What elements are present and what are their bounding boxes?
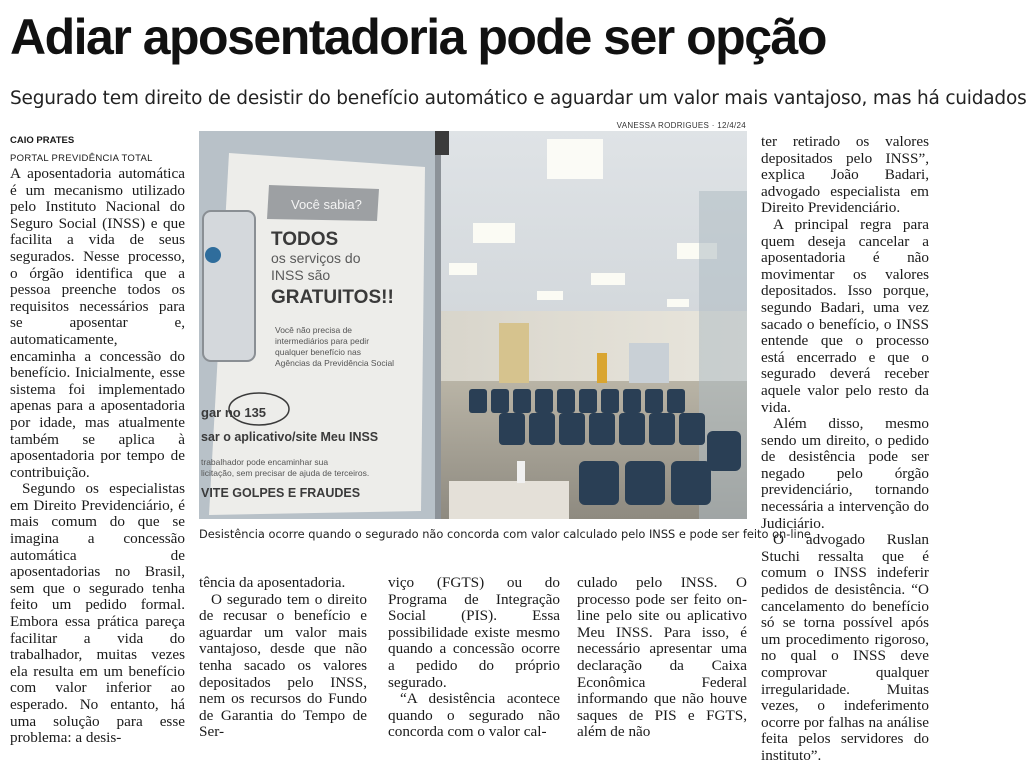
poster-call: gar no 135	[201, 405, 267, 420]
article-column-2	[199, 574, 367, 741]
paragraph: culado pelo INSS. O processo pode ser feito on-line pelo site ou aplicativo Meu INSS. Para isso, é necessário apresentar uma declaração da Caixa Econômica Federal informando que não houve saques de PIS e FGTS, além de não	[577, 574, 747, 741]
paragraph: Segundo os especialistas em Direito Previdenciário, é mais comum do que se imagina a concessão automática de aposentadorias no Brasil, sem que o segurado tenha feito um pedido formal. Embora essa prática pareça facilitar a vida do trabalhador, muitas vezes ela resulta em um benefício com valor inferior ao esperado. No entanto, há uma solução para esse problema: a desis-	[10, 480, 185, 747]
poster-body-2: intermediários para pedir	[275, 336, 370, 346]
poster-footer: VITE GOLPES E FRAUDES	[201, 486, 361, 500]
poster-small-2: licitação, sem precisar de ajuda de terceiros.	[201, 468, 370, 478]
article-column-4	[577, 574, 747, 741]
photo-illustration	[199, 131, 747, 519]
byline-author: CAIO PRATES	[10, 135, 75, 146]
byline-outlet: PORTAL PREVIDÊNCIA TOTAL	[10, 153, 153, 164]
paragraph: A aposentadoria automática é um mecanismo utilizado pelo Instituto Nacional do Seguro Social (INSS) e que facilita a vida de seus segurados. Nesse processo, o órgão identifica que a pessoa preenche todos os requisitos necessários para se aposentar e, automaticamente, encaminha a concessão do benefício. Inicialmente, esse sistema foi implementado apenas para a aposentadoria por idade, mas atualmente também se aplica à aposentadoria por tempo de contribuição.	[10, 165, 185, 481]
article-column-5	[761, 133, 929, 764]
poster-line-2: os serviços do	[271, 250, 361, 266]
poster-small-1: trabalhador pode encaminhar sua	[201, 457, 329, 467]
paragraph: “A desistência acontece quando o segurado não concorda com o valor cal-	[388, 690, 560, 741]
photo-caption: Desistência ocorre quando o segurado não concorda com valor calculado pelo INSS e pode ser feito on-line	[199, 527, 811, 541]
poster-line-3: INSS são	[271, 267, 331, 283]
paragraph: O segurado tem o direito de recusar o benefício e aguardar um valor mais vantajoso, desde que não tenha sacado os valores depositados pelo INSS, nem os recursos do Fundo de Garantia do Tempo de Ser-	[199, 590, 367, 741]
paragraph: ter retirado os valores depositados pelo INSS”, explica João Badari, advogado especialista em Direito Previdenciário.	[761, 133, 929, 217]
byline	[10, 134, 190, 165]
headline: Adiar aposentadoria pode ser opção	[10, 9, 826, 65]
subheadline: Segurado tem direito de desistir do benefício automático e aguardar um valor mais vantajoso, mas há cuidados	[10, 88, 1027, 109]
paragraph: tência da aposentadoria.	[199, 574, 346, 591]
paragraph: viço (FGTS) ou do Programa de Integração Social (PIS). Essa possibilidade existe mesmo quando a concessão ocorre a pedido do próprio segurado.	[388, 574, 560, 691]
article-column-1	[10, 165, 185, 747]
paragraph: A principal regra para quem deseja cancelar a aposentadoria é não movimentar os valores depositados. Isso porque, segundo Badari, uma vez sacado o benefício, o INSS entende que o processo está encerrado e que o segurado deverá receber aquele valor pelo resto da vida.	[761, 215, 929, 416]
poster-body-3: qualquer benefício nas	[275, 347, 362, 357]
poster-tag: Você sabia?	[291, 197, 362, 212]
poster-body-4: Agências da Previdência Social	[275, 358, 395, 368]
paragraph: Além disso, mesmo sendo um direito, o pedido de desistência pode ser negado pelo órgão previdenciário, tornando necessária a intervenção do Judiciário.	[761, 415, 929, 532]
paragraph: O advogado Ruslan Stuchi ressalta que é comum o INSS indeferir pedidos de desistência. “O cancelamento do benefício só se torna possível após um procedimento rigoroso, no qual o INSS deve comprovar qualquer irregularidade. Muitas vezes, o indeferimento ocorre por falhas na análise feita pelos servidores do instituto”.	[761, 531, 929, 764]
poster-line-4: GRATUITOS!!	[271, 287, 394, 308]
poster-line-1: TODOS	[271, 229, 339, 250]
article-column-3	[388, 574, 560, 741]
article-photo	[199, 131, 747, 519]
poster-app: sar o aplicativo/site Meu INSS	[201, 430, 379, 444]
poster-body-1: Você não precisa de	[275, 325, 353, 335]
photo-credit: VANESSA RODRIGUES · 12/4/24	[616, 121, 746, 130]
